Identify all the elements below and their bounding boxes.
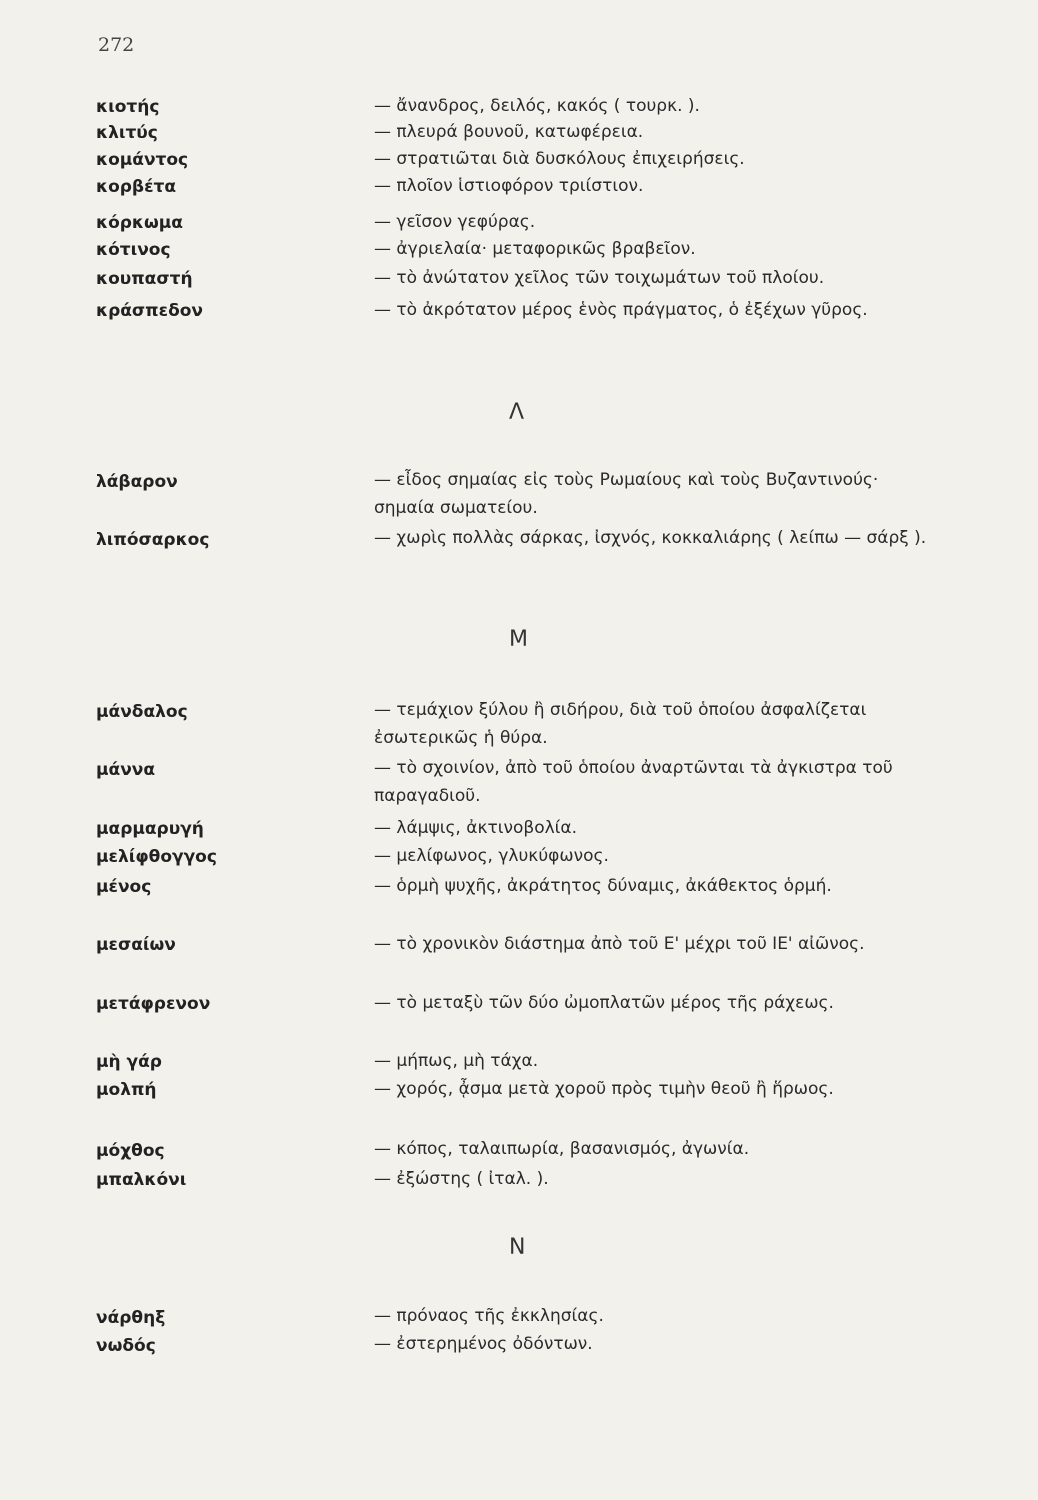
definition: — κόπος, ταλαιπωρία, βασανισμός, ἀγωνία.	[374, 1139, 750, 1159]
headword: μαρμαρυγή	[96, 819, 204, 839]
definition: — πρόναος τῆς ἐκκλησίας.	[374, 1306, 604, 1326]
definition: — ἐξώστης ( ἰταλ. ).	[374, 1169, 549, 1189]
definition: — τὸ σχοινίον, ἀπὸ τοῦ ὁποίου ἀναρτῶνται τὰ ἀγκιστρα τοῦ παραγαδιοῦ.	[374, 758, 893, 806]
headword: λάβαρον	[96, 472, 178, 492]
headword: κορβέτα	[96, 177, 177, 197]
definition: — χωρὶς πολλὰς σάρκας, ἰσχνός, κοκκαλιάρης ( λείπω — σάρξ ).	[374, 528, 927, 548]
headword: μάνδαλος	[96, 702, 188, 722]
definition: — λάμψις, ἀκτινοβολία.	[374, 818, 578, 838]
headword: μόχθος	[96, 1141, 165, 1161]
headword: μὴ γάρ	[96, 1052, 162, 1072]
definition: — τὸ μεταξὺ τῶν δύο ὠμοπλατῶν μέρος τῆς ράχεως.	[374, 993, 834, 1013]
headword: μένος	[96, 877, 152, 897]
definition: — μήπως, μὴ τάχα.	[374, 1051, 539, 1071]
definition: — ἐστερημένος ὀδόντων.	[374, 1334, 593, 1354]
definition: — χορός, ᾆσμα μετὰ χοροῦ πρὸς τιμὴν θεοῦ ἢ ἥρωος.	[374, 1079, 834, 1099]
definition: — ἄνανδρος, δειλός, κακός ( τουρκ. ).	[374, 96, 700, 116]
headword: κότινος	[96, 240, 171, 260]
section-letter: Μ	[509, 627, 528, 652]
definition: — ὁρμὴ ψυχῆς, ἀκράτητος δύναμις, ἀκάθεκτος ὁρμή.	[374, 876, 832, 896]
headword: κομάντος	[96, 150, 189, 170]
definition: — μελίφωνος, γλυκύφωνος.	[374, 846, 609, 866]
headword: μεσαίων	[96, 935, 176, 955]
section-letter: Λ	[509, 400, 525, 425]
headword: μολπή	[96, 1080, 157, 1100]
definition: — τὸ ἀνώτατον χεῖλος τῶν τοιχωμάτων τοῦ πλοίου.	[374, 268, 825, 288]
headword: μετάφρενον	[96, 994, 211, 1014]
headword: νωδός	[96, 1336, 156, 1356]
headword: λιπόσαρκος	[96, 530, 210, 550]
definition: — ἀγριελαία· μεταφορικῶς βραβεῖον.	[374, 239, 696, 259]
definition: — πλοῖον ἱστιοφόρον τριίστιον.	[374, 176, 644, 196]
definition: — πλευρά βουνοῦ, κατωφέρεια.	[374, 122, 644, 142]
definition: — γεῖσον γεφύρας.	[374, 212, 536, 232]
definition: — τὸ ἀκρότατον μέρος ἑνὸς πράγματος, ὁ ἐξέχων γῦρος.	[374, 300, 868, 320]
page-number: 272	[98, 34, 135, 56]
headword: μπαλκόνι	[96, 1170, 187, 1190]
headword: κιοτής	[96, 97, 160, 117]
definition: — εἶδος σημαίας εἰς τοὺς Ρωμαίους καὶ τοὺς Βυζαντινούς· σημαία σωματείου.	[374, 470, 879, 518]
section-letter: Ν	[509, 1235, 526, 1260]
headword: κράσπεδον	[96, 301, 204, 321]
definition: — στρατιῶται διὰ δυσκόλους ἐπιχειρήσεις.	[374, 149, 745, 169]
headword: νάρθηξ	[96, 1308, 166, 1328]
headword: μελίφθογγος	[96, 847, 217, 867]
definition: — τεμάχιον ξύλου ἢ σιδήρου, διὰ τοῦ ὁποίου ἀσφαλίζεται ἐσωτερικῶς ἡ θύρα.	[374, 700, 867, 748]
headword: κουπαστή	[96, 269, 193, 289]
definition: — τὸ χρονικὸν διάστημα ἀπὸ τοῦ Ε' μέχρι τοῦ ΙΕ' αἰῶνος.	[374, 934, 865, 954]
headword: μάννα	[96, 760, 156, 780]
headword: κόρκωμα	[96, 213, 183, 233]
headword: κλιτύς	[96, 123, 158, 143]
